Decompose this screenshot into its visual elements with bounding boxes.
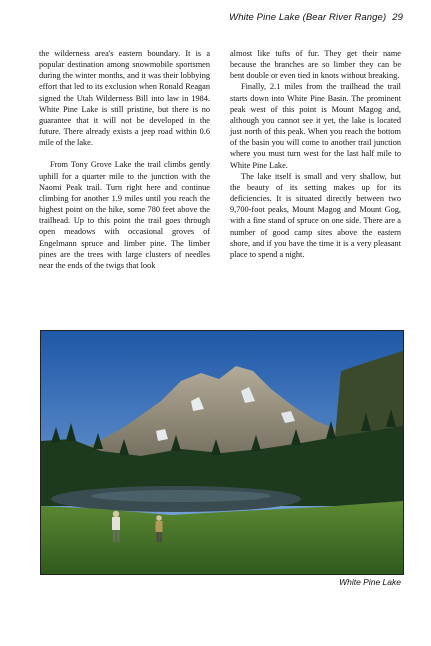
left-paragraph-2: From Tony Grove Lake the trail climbs gently uphill for a quarter mile to the junction with the Naomi Peak trail. Turn right here and continue climbing for another 1.9 miles until you reach the highest point on the hike, some 780 feet above the trailhead. Up to this point the trail goes through open meadows with occasional groves of Engelmann spruce and limber pine. The limber pines are the trees with large clusters of needles near the ends of the twigs that look bbox=[39, 160, 210, 270]
left-column bbox=[39, 48, 210, 271]
left-paragraph-1: the wilderness area's eastern boundary. It is a popular destination among snowmobile sportsmen during the winter months, and it was their lobbying effort that led to its exclusion when Ronald Reagan signed the Utah Wilderness Bill into law in 1984. White Pine Lake is still pristine, but there is no guarantee that it will not be developed in the future. There already exists a jeep road within 0.6 mile of the lake. bbox=[39, 49, 210, 148]
page-number: 29 bbox=[392, 12, 403, 23]
photo-caption: White Pine Lake bbox=[339, 577, 401, 587]
right-paragraph-3: The lake itself is small and very shallow, but the beauty of its setting makes up for its deficiencies. It is situated directly between two 9,700-foot peaks, Mount Magog and Mount Gog, with a fine stand of spruce on one side. There are a number of good camp sites above the eastern shore, and if you have the time it is a very pleasant place to spend a night. bbox=[230, 171, 401, 259]
running-title: White Pine Lake (Bear River Range) bbox=[229, 12, 387, 23]
right-paragraph-2: Finally, 2.1 miles from the trailhead the trail starts down into White Pine Basin. The prominent peak west of this point is Mount Magog and, although you cannot see it yet, the lake is located just north of this peak. When you reach the bottom of the basin you will come to another trail junction where you must turn west for the last half mile to White Pine Lake. bbox=[230, 82, 401, 170]
lake-reflection bbox=[91, 490, 271, 502]
running-head bbox=[229, 12, 403, 23]
lake-photo-illustration bbox=[41, 331, 403, 574]
right-column bbox=[230, 48, 401, 260]
right-paragraph-1: almost like tufts of fur. They get their name because the branches are so limber they can be bent double or even tied in knots without breaking. bbox=[230, 49, 401, 81]
lake-photo bbox=[40, 330, 404, 575]
